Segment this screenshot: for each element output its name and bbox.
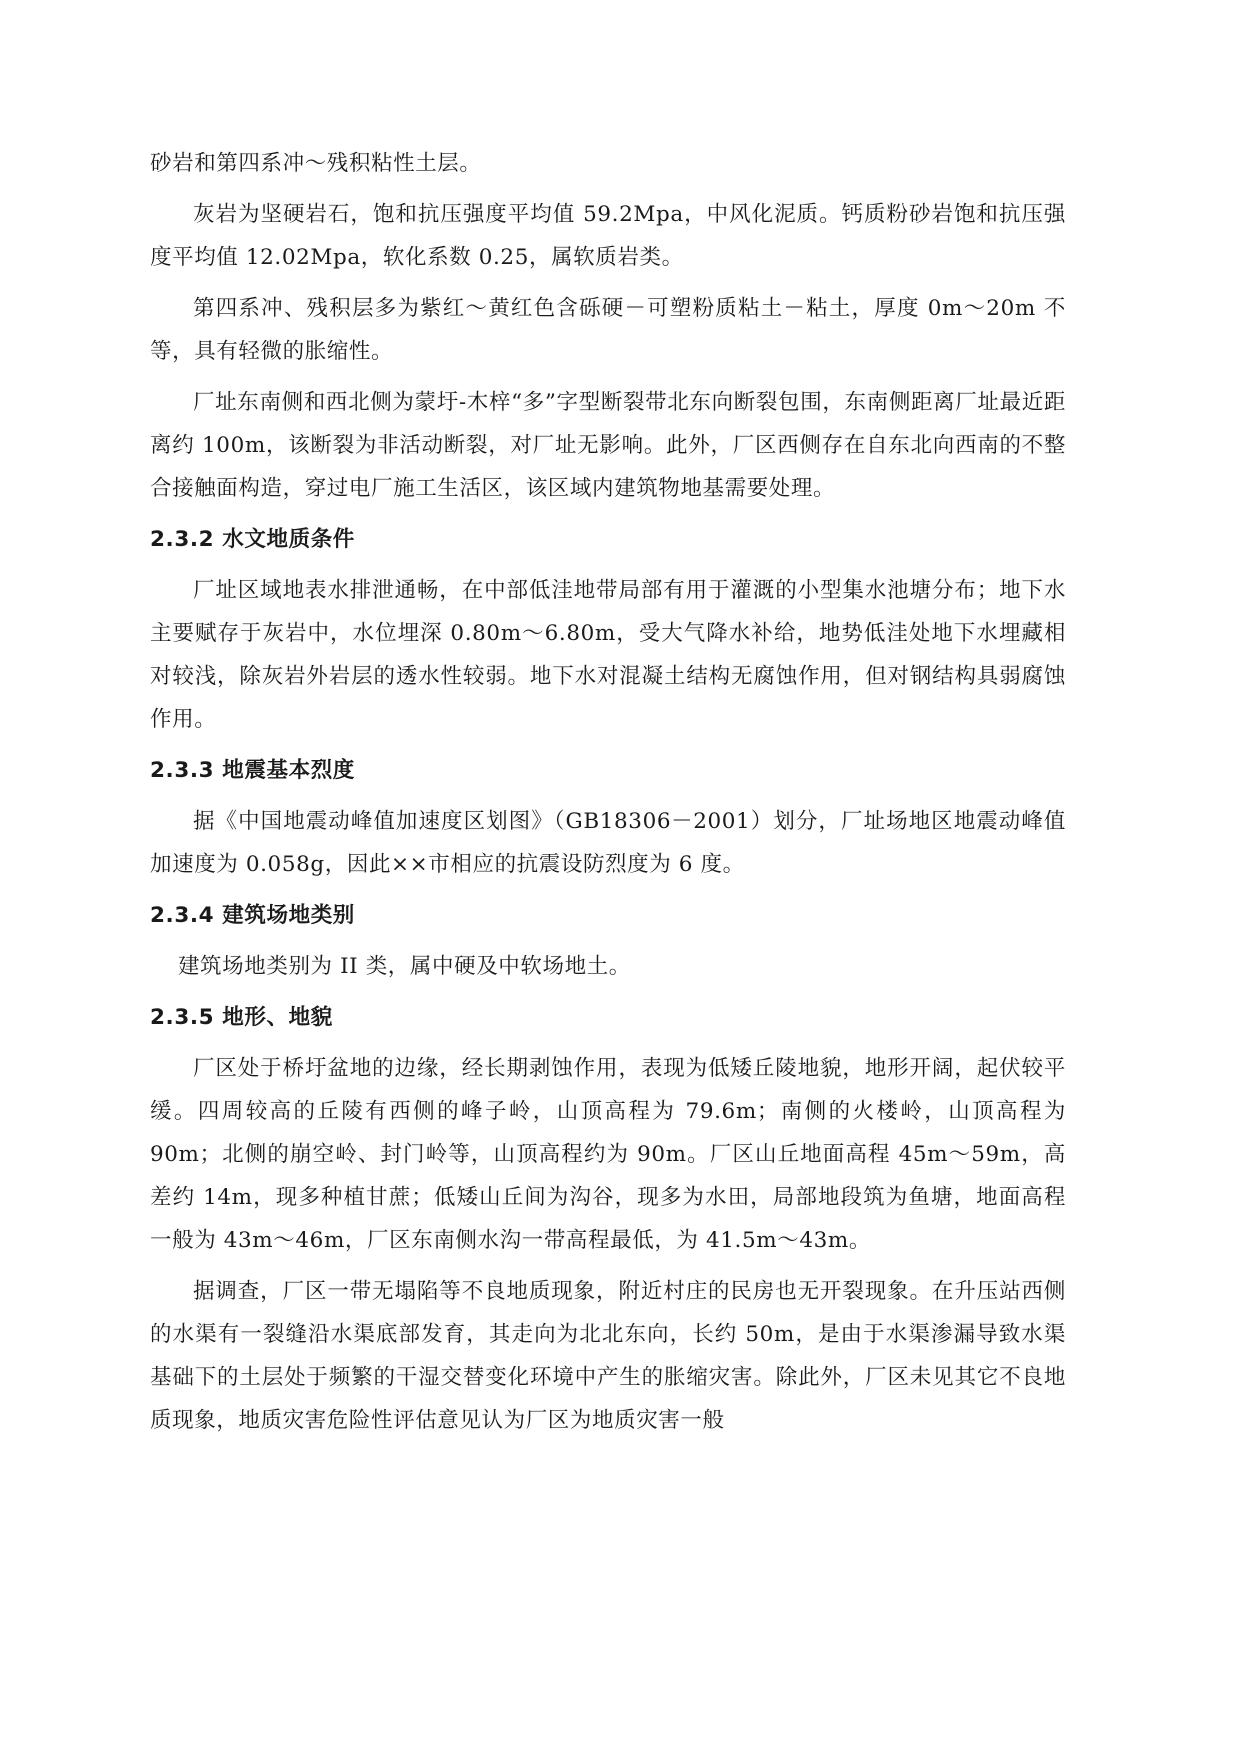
paragraph-fault: 厂址东南侧和西北侧为蒙圩-木梓“多”字型断裂带北东向断裂包围，东南侧距离厂址最近距离约 100m，该断裂为非活动断裂，对厂址无影响。此外，厂区西侧存在自东北向西南的不整合接触面构造，穿过电厂施工生活区，该区域内建筑物地基需要处理。 [150,390,1066,501]
paragraph-limestone: 灰岩为坚硬岩石，饱和抗压强度平均值 59.2Mpa，中风化泥质。钙质粉砂岩饱和抗压强度平均值 12.02Mpa，软化系数 0.25，属软质岩类。 [150,202,1066,270]
paragraph-hydrogeology: 厂址区域地表水排泄通畅，在中部低洼地带局部有用于灌溉的小型集水池塘分布；地下水主要赋存于灰岩中，水位埋深 0.80m～6.80m，受大气降水补给，地势低洼处地下水埋藏相对较浅，除灰岩外岩层的透水性较弱。地下水对混凝土结构无腐蚀作用，但对钢结构具弱腐蚀作用。 [150,578,1066,732]
section-heading-site-class: 2.3.4 建筑场地类别 [150,903,355,928]
section-heading-hydrogeology: 2.3.2 水文地质条件 [150,527,355,552]
paragraph-terrain: 厂区处于桥圩盆地的边缘，经长期剥蚀作用，表现为低矮丘陵地貌，地形开阔，起伏较平缓。四周较高的丘陵有西侧的峰子岭，山顶高程为 79.6m；南侧的火楼岭，山顶高程为 90m；北侧的崩空岭、封门岭等，山顶高程约为 90m。厂区山丘地面高程 45m～59m，高差约 14m，现多种植甘蔗；低矮山丘间为沟谷，现多为水田，局部地段筑为鱼塘，地面高程一般为 43m～46m，厂区东南侧水沟一带高程最低，为 41.5m～43m。 [150,1056,1066,1253]
section-heading-seismic: 2.3.3 地震基本烈度 [150,758,355,783]
paragraph-survey: 据调查，厂区一带无塌陷等不良地质现象，附近村庄的民房也无开裂现象。在升压站西侧的水渠有一裂缝沿水渠底部发育，其走向为北北东向，长约 50m，是由于水渠渗漏导致水渠基础下的土层处于频繁的干湿交替变化环境中产生的胀缩灾害。除此外，厂区未见其它不良地质现象，地质灾害危险性评估意见认为厂区为地质灾害一般 [150,1279,1066,1433]
paragraph-site-class: 建筑场地类别为 II 类，属中硬及中软场地土。 [177,954,631,979]
section-heading-terrain: 2.3.5 地形、地貌 [150,1005,333,1030]
document-page [150,142,1066,1442]
paragraph-quaternary: 第四系冲、残积层多为紫红～黄红色含砾硬－可塑粉质粘土－粘土，厚度 0m～20m 不等，具有轻微的胀缩性。 [150,296,1066,364]
paragraph-seismic: 据《中国地震动峰值加速度区划图》（GB18306－2001）划分，厂址场地区地震动峰值加速度为 0.058g，因此××市相应的抗震设防烈度为 6 度。 [150,809,1066,877]
paragraph-continued: 砂岩和第四系冲～残积粘性土层。 [150,151,482,176]
